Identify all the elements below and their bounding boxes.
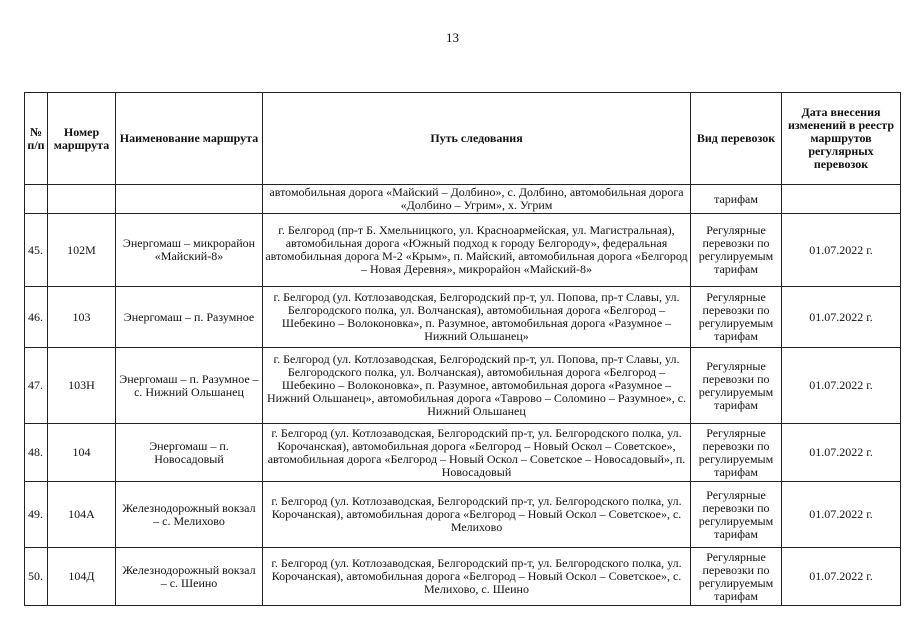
cell-num: 48. xyxy=(25,424,48,482)
cell-date: 01.07.2022 г. xyxy=(782,287,901,348)
cell-route-number: 102М xyxy=(48,214,116,287)
cell-date: 01.07.2022 г. xyxy=(782,348,901,424)
cell-transport-type: тарифам xyxy=(691,185,782,214)
header-transport-type: Вид перевозок xyxy=(691,93,782,185)
routes-table xyxy=(24,92,901,606)
table-row xyxy=(25,214,901,287)
continuation-row xyxy=(25,185,901,214)
cell-date: 01.07.2022 г. xyxy=(782,548,901,606)
table-row xyxy=(25,348,901,424)
cell-date: 01.07.2022 г. xyxy=(782,482,901,548)
cell-num: 45. xyxy=(25,214,48,287)
header-route-name: Наименование маршрута xyxy=(116,93,263,185)
header-date: Дата внесения изменений в реестр маршрутов регулярных перевозок xyxy=(782,93,901,185)
cell-route-name xyxy=(116,185,263,214)
cell-route-name: Энергомаш – п. Разумное – с. Нижний Ольшанец xyxy=(116,348,263,424)
header-path: Путь следования xyxy=(263,93,691,185)
cell-route-number: 103 xyxy=(48,287,116,348)
cell-transport-type: Регулярные перевозки по регулируемым тарифам xyxy=(691,214,782,287)
cell-route-name: Железнодорожный вокзал – с. Шеино xyxy=(116,548,263,606)
cell-path: г. Белгород (пр-т Б. Хмельницкого, ул. Красноармейская, ул. Магистральная), автомобильная дорога «Южный подход к городу Белгороду», федеральная автомобильная дорога М-2 «Крым», п. Майский, автомобильная дорога «Белгород – Новая Деревня», микрорайон «Майский-8» xyxy=(263,214,691,287)
cell-route-number: 104Д xyxy=(48,548,116,606)
cell-path: г. Белгород (ул. Котлозаводская, Белгородский пр-т, ул. Попова, пр-т Славы, ул. Белгородского полка, ул. Волчанская), автомобильная дорога «Белгород – Шебекино – Волоконовка», п. Разумное, автомобильная дорога «Разумное – Нижний Ольшанец», автомобильная дорога «Таврово – Соломино – Разумное», с. Нижний Ольшанец xyxy=(263,348,691,424)
table-header-row xyxy=(25,93,901,185)
cell-transport-type: Регулярные перевозки по регулируемым тарифам xyxy=(691,287,782,348)
table-row xyxy=(25,482,901,548)
cell-route-name: Энергомаш – п. Разумное xyxy=(116,287,263,348)
page-number: 13 xyxy=(446,30,459,45)
cell-route-name: Железнодорожный вокзал – с. Мелихово xyxy=(116,482,263,548)
table-row xyxy=(25,287,901,348)
table-row xyxy=(25,548,901,606)
cell-path: г. Белгород (ул. Котлозаводская, Белгородский пр-т, ул. Попова, пр-т Славы, ул. Белгородского полка, ул. Волчанская), автомобильная дорога «Белгород – Шебекино – Волоконовка», п. Разумное, автомобильная дорога «Разумное – Нижний Ольшанец» xyxy=(263,287,691,348)
cell-path: г. Белгород (ул. Котлозаводская, Белгородский пр-т, ул. Белгородского полка, ул. Корочанская), автомобильная дорога «Белгород – Новый Оскол – Советское», с. Мелихово xyxy=(263,482,691,548)
cell-num: 50. xyxy=(25,548,48,606)
cell-num: 47. xyxy=(25,348,48,424)
cell-path: г. Белгород (ул. Котлозаводская, Белгородский пр-т, ул. Белгородского полка, ул. Корочанская), автомобильная дорога «Белгород – Новый Оскол – Советское», с. Мелихово, с. Шеино xyxy=(263,548,691,606)
cell-route-number: 104А xyxy=(48,482,116,548)
cell-transport-type: Регулярные перевозки по регулируемым тарифам xyxy=(691,548,782,606)
cell-date: 01.07.2022 г. xyxy=(782,214,901,287)
cell-date: 01.07.2022 г. xyxy=(782,424,901,482)
cell-route-number: 103Н xyxy=(48,348,116,424)
cell-route-number xyxy=(48,185,116,214)
cell-path: автомобильная дорога «Майский – Долбино», с. Долбино, автомобильная дорога «Долбино – Угрим», х. Угрим xyxy=(263,185,691,214)
cell-num: 46. xyxy=(25,287,48,348)
cell-route-name: Энергомаш – микрорайон «Майский-8» xyxy=(116,214,263,287)
cell-route-number: 104 xyxy=(48,424,116,482)
cell-transport-type: Регулярные перевозки по регулируемым тарифам xyxy=(691,482,782,548)
header-route-number: Номер маршрута xyxy=(48,93,116,185)
cell-transport-type: Регулярные перевозки по регулируемым тарифам xyxy=(691,348,782,424)
cell-num: 49. xyxy=(25,482,48,548)
cell-route-name: Энергомаш – п. Новосадовый xyxy=(116,424,263,482)
table-row xyxy=(25,424,901,482)
header-num: № п/п xyxy=(25,93,48,185)
cell-date xyxy=(782,185,901,214)
cell-transport-type: Регулярные перевозки по регулируемым тарифам xyxy=(691,424,782,482)
cell-num xyxy=(25,185,48,214)
cell-path: г. Белгород (ул. Котлозаводская, Белгородский пр-т, ул. Белгородского полка, ул. Корочанская), автомобильная дорога «Белгород – Новый Оскол – Советское», автомобильная дорога «Белгород – Новый Оскол – Советское – Новосадовый», п. Новосадовый xyxy=(263,424,691,482)
